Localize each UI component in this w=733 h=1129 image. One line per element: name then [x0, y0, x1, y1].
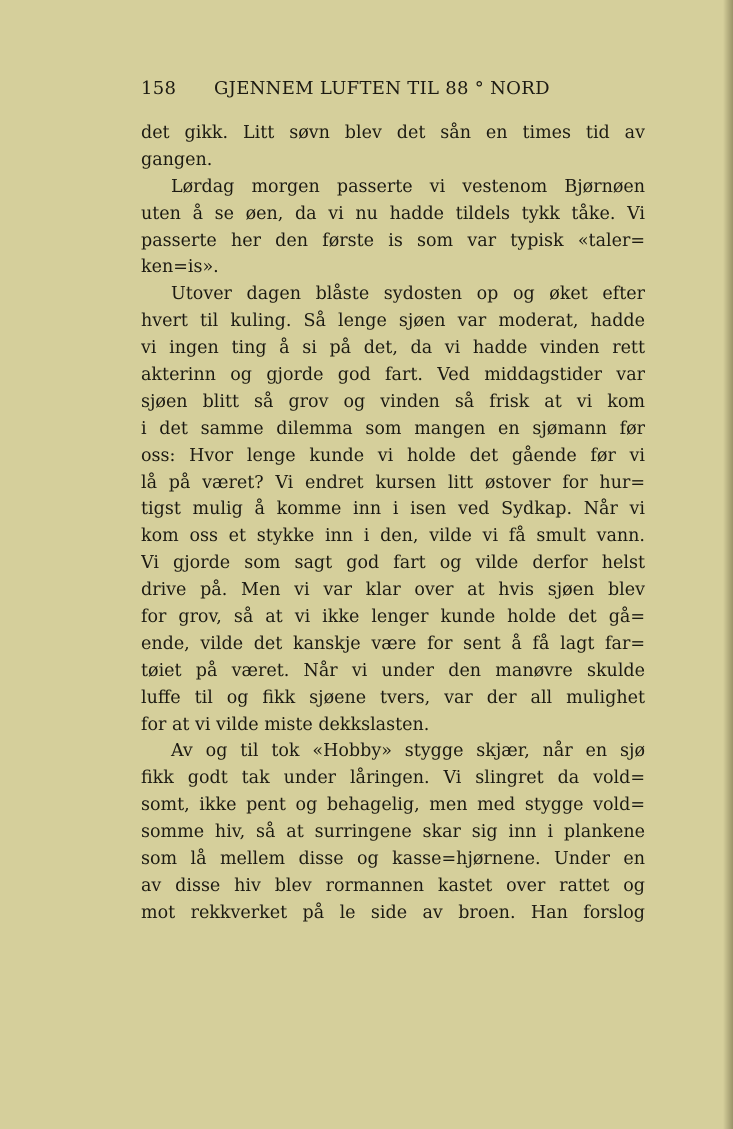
text-line: vi ingen ting å si på det, da vi hadde vinden rett	[141, 338, 645, 359]
text-line: luffe til og fikk sjøene tvers, var der all mulighet	[141, 687, 645, 708]
text-line: akterinn og gjorde god fart. Ved middagstider var	[141, 365, 645, 386]
body-text	[141, 120, 645, 927]
text-line: sjøen blitt så grov og vinden så frisk at vi kom	[141, 391, 645, 412]
text-line: tigst mulig å komme inn i isen ved Sydkap. Når vi	[141, 499, 645, 520]
page-edge-shadow	[723, 0, 733, 1129]
text-line: for at vi vilde miste dekkslasten.	[141, 714, 430, 735]
text-line: i det samme dilemma som mangen en sjømann før	[141, 418, 645, 439]
text-line: Vi gjorde som sagt god fart og vilde derfor helst	[141, 553, 645, 574]
text-line: av disse hiv blev rormannen kastet over rattet og	[141, 875, 645, 896]
text-line: oss: Hvor lenge kunde vi holde det gående før vi	[141, 445, 645, 466]
text-line: passerte her den første is som var typisk «taler=	[141, 230, 645, 251]
page-number: 158	[141, 78, 177, 99]
text-line: fikk godt tak under låringen. Vi slingret da vold=	[141, 768, 645, 789]
text-line: gangen.	[141, 149, 213, 170]
running-head	[141, 78, 561, 106]
text-line: drive på. Men vi var klar over at hvis sjøen blev	[141, 580, 645, 601]
text-line: som lå mellem disse og kasse=hjørnene. Under en	[141, 849, 645, 870]
text-line: Lørdag morgen passerte vi vestenom Bjørnøen	[171, 176, 645, 197]
text-line: det gikk. Litt søvn blev det sån en times tid av	[141, 123, 645, 143]
text-line: kom oss et stykke inn i den, vilde vi få smult vann.	[141, 526, 645, 547]
text-line: Av og til tok «Hobby» stygge skjær, når en sjø	[171, 741, 645, 762]
text-line: lå på været? Vi endret kursen litt østover for hur=	[141, 472, 645, 493]
text-line: for grov, så at vi ikke lenger kunde holde det gå=	[141, 607, 645, 628]
text-line: uten å se øen, da vi nu hadde tildels tykk tåke. Vi	[141, 203, 645, 224]
text-line: hvert til kuling. Så lenge sjøen var moderat, hadde	[141, 311, 645, 332]
text-line: Utover dagen blåste sydosten op og øket efter	[171, 284, 645, 305]
text-line: tøiet på været. Når vi under den manøvre skulde	[141, 660, 645, 681]
text-line: ken=is».	[141, 257, 219, 278]
text-line: ende, vilde det kanskje være for sent å få lagt far=	[141, 633, 645, 654]
text-line: mot rekkverket på le side av broen. Han forslog	[141, 902, 645, 923]
text-line: somme hiv, så at surringene skar sig inn i plankene	[141, 822, 645, 843]
text-line: somt, ikke pent og behagelig, men med stygge vold=	[141, 795, 645, 816]
running-title: GJENNEM LUFTEN TIL 88 ° NORD	[214, 78, 550, 99]
